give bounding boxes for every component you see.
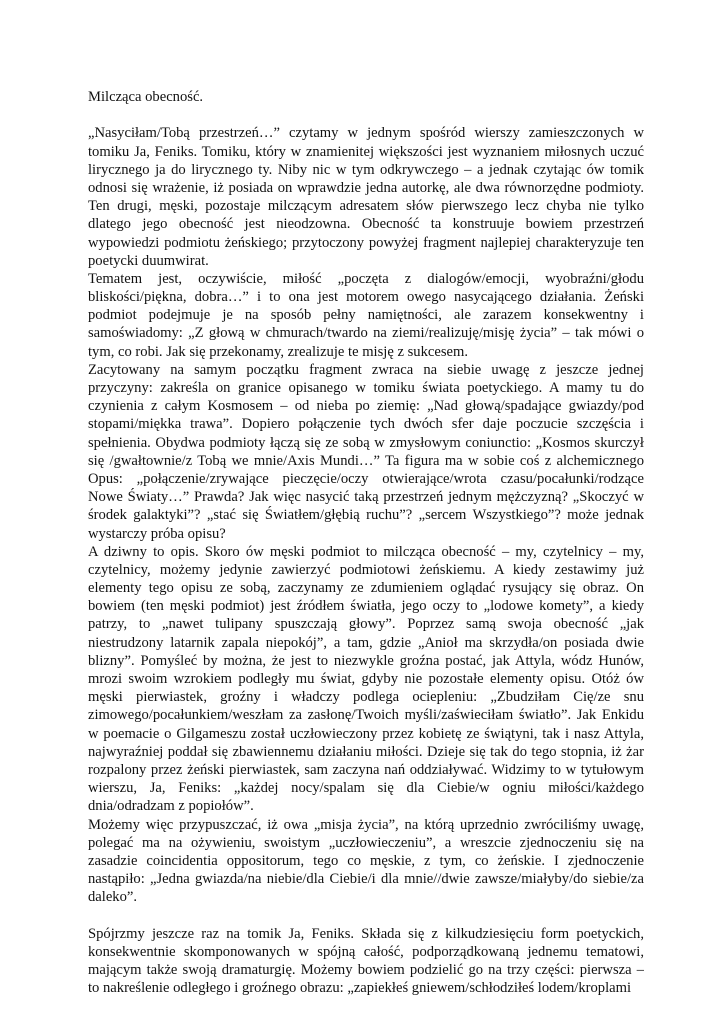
document-page xyxy=(88,88,644,997)
text-line: najwyraźniej poddał się zbawiennemu działaniu miłości. Dzieje się tak do tego stopnia, iż żar xyxy=(88,743,644,760)
text-line: lirycznego ja do lirycznego ty. Niby nic w tym odkrywczego – a jednak czytając ów tomik xyxy=(88,161,644,178)
text-line: się /gwałtownie/z Tobą we mnie/Axis Mundi…” Ta figura ma w sobie coś z alchemicznego xyxy=(88,452,644,469)
text-line: męski pierwiastek, groźny i władczy podlega ociepleniu: „Zbudziłam Cię/ze snu xyxy=(88,689,644,706)
text-line: Nowe Światy…” Prawda? Jak więc nasycić taką przestrzeń jednym mężczyzną? „Skoczyć w xyxy=(88,489,644,506)
text-line: wystarczy próba opisu? xyxy=(88,525,226,542)
text-line: Możemy więc przypuszczać, iż owa „misja życia”, na którą uprzednio zwróciliśmy uwagę, xyxy=(88,816,644,833)
text-line: nastąpiło: „Jedna gwiazda/na niebie/dla Ciebie/i dla mnie//dwie zawsze/miałyby/do siebie/za xyxy=(88,871,644,888)
text-line: zasadzie coincidentia oppositorum, tego co męskie, z tym, co żeńskie. I zjednoczenie xyxy=(88,852,644,869)
text-line: bliskości/piękna, dobra…” i to ona jest motorem owego nasycającego działania. Żeński xyxy=(88,289,644,306)
text-line: czynienia z całym Kosmosem – od nieba po ziemię: „Nad głową/spadające gwiazdy/pod xyxy=(88,398,644,415)
text-line: odnosi się wrażenie, iż posiada on wprawdzie jedna autorkę, ale dwa równorzędne podmioty. xyxy=(88,179,644,196)
text-line: spełnienia. Obydwa podmioty łączą się ze sobą w zmysłowym coniunctio: „Kosmos skurczył xyxy=(88,434,644,451)
text-line: stopami/miękka trawa”. Dopiero połączenie tych dwóch sfer daje poczucie szczęścia i xyxy=(88,416,644,433)
text-line: niestrudzony latarnik zapala niepokój”, a tam, gdzie „Anioł ma skrzydła/on posiada dwie xyxy=(88,634,644,651)
text-line: Spójrzmy jeszcze raz na tomik Ja, Feniks. Składa się z kilkudziesięciu form poetyckich, xyxy=(88,925,644,942)
text-line: mrozi swoim wzrokiem podległy mu świat, gdyby nie pozostałe elementy opisu. Otóż ów xyxy=(88,671,644,687)
text-line: mającym także swoją dramaturgię. Możemy bowiem podzielić go na trzy części: pierwsza – xyxy=(88,962,644,978)
text-line: „Nasyciłam/Tobą przestrzeń…” czytamy w jednym spośród wierszy zamieszczonych w xyxy=(88,125,644,142)
text-line: tomiku Ja, Feniks. Tomiku, który w znamienitej większości jest wyznaniem miłosnych uczuć xyxy=(88,143,644,160)
text-line: polegać ma na ożywieniu, swoistym „uczłowieczeniu”, a wreszcie zjednoczeniu się na xyxy=(88,834,644,851)
text-line: zimowego/pocałunkiem/weszłam za zasłonę/Twoich myśli/zaświeciłam światło”. Jak Enkidu xyxy=(88,707,644,724)
text-line: A dziwny to opis. Skoro ów męski podmiot to milcząca obecność – my, czytelnicy – my, xyxy=(88,543,644,560)
text-line: rozpalony przez żeński pierwiastek, sam zaczyna nań oddziaływać. Widzimy to w tytułowym xyxy=(88,761,644,778)
text-line: podmiot podejmuje je na sposób pełny namiętności, ale zarazem konsekwentny i xyxy=(88,307,644,324)
text-line: samoświadomy: „Z głową w chmurach/twardo na ziemi/realizuję/misję życia” – tak mówi o xyxy=(88,325,644,342)
text-line: dnia/odradzam z popiołów”. xyxy=(88,798,254,815)
text-line: wierszu, Ja, Feniks: „każdej nocy/spalam się dla Ciebie/w ogniu miłości/każdego xyxy=(88,780,644,797)
text-line: Opus: „połączenie/zrywające pieczęcie/oczy otwierające/wrota czasu/pocałunki/rodzące xyxy=(88,470,644,487)
text-line: Ten drugi, męski, pozostaje milczącym adresatem słów pierwszego lecz chyba nie tylko xyxy=(88,198,644,215)
text-line: czytelnicy, możemy jedynie zawierzyć podmiotowi żeńskiemu. A kiedy zestawimy już xyxy=(88,561,644,578)
blank-line xyxy=(88,906,644,924)
text-line: Zacytowany na samym początku fragment zwraca na siebie uwagę z jeszcze jednej xyxy=(88,361,644,378)
text-line: bowiem (ten męski podmiot) jest źródłem światła, jego oczy to „lodowe komety”, a kiedy xyxy=(88,598,644,615)
text-line: poetycki duumwirat. xyxy=(88,252,209,269)
text-line: dlatego jego obecność jest nieodzowna. Obecność ta konstruuje bowiem przestrzeń xyxy=(88,216,644,233)
text-line: to nakreślenie odległego i groźnego obrazu: „zapiekłeś gniewem/schłodziłeś lodem/kroplami xyxy=(88,980,632,997)
text-line: daleko”. xyxy=(88,889,138,906)
text-line: patrzy, to „nawet tulipany spuszczają głowy”. Poprzez samą swoja obecność „jak xyxy=(88,616,644,633)
document-title: Milcząca obecność. xyxy=(88,89,204,105)
text-line: wypowiedzi podmiotu żeńskiego; przytoczony powyżej fragment najlepiej charakteryzuje ten xyxy=(88,234,644,251)
text-line: elementy tego opisu ze sobą, zaczynamy ze zdumieniem oglądać rysujący się obraz. On xyxy=(88,580,644,597)
document-body xyxy=(88,124,644,997)
text-line: konsekwentnie skomponowanych w spójną całość, podporządkowaną jednemu tematowi, xyxy=(88,943,644,960)
text-line: blizny”. Pomyśleć by można, że jest to niezwykle groźna postać, jak Attyla, wódz Hunów, xyxy=(88,652,644,669)
text-line: w poemacie o Gilgameszu został uczłowieczony przez kobietę ze świątyni, tak i nasz Attyla, xyxy=(88,725,644,742)
text-line: Tematem jest, oczywiście, miłość „poczęta z dialogów/emocji, wyobraźni/głodu xyxy=(88,270,644,287)
text-line: tym, co robi. Jak się przekonamy, zrealizuje te misję z sukcesem. xyxy=(88,343,468,360)
text-line: przyczyny: zakreśla on granice opisanego w tomiku świata poetyckiego. A mamy tu do xyxy=(88,380,644,396)
text-line: środek galaktyki”? „stać się Światłem/głębią ruchu”? „sercem Wszystkiego”? może jednak xyxy=(88,507,644,524)
